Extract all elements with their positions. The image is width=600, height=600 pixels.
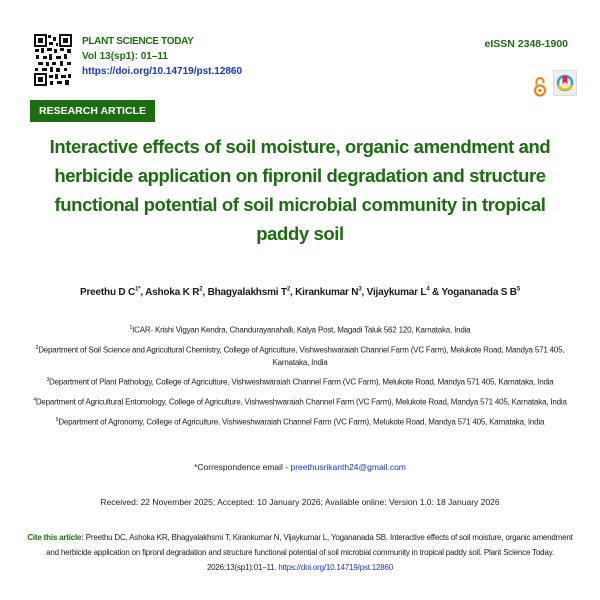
affiliation: $^2$Department of Soil Science and Agricultural Chemistry, College of Agriculture, Vishweshwaraiah Channel Farm (VC Farm), Melukote Road, Mandya 571 405, Karnataka, India [35,344,565,368]
eissn: eISSN 2348-1900 [484,38,568,50]
citation-label: Cite this article: [27,533,84,542]
affiliation: $^3$Department of Plant Pathology, College of Agriculture, Vishweshwaraiah Channel Farm (VC Farm), Melukote Road, Mandya 571 405, Karnataka, India [46,377,554,387]
author: Kirankumar $N^3$, [295,287,367,299]
crossmark-glyph-icon [554,71,576,95]
citation-text: Preethu DC, Ashoka KR, Bhagyalakhsmi T, Kirankumar N, Vijaykumar L, Yogananada SB. Interactive effects of soil moisture, organic amendment and herbicide application on fipronil degradation and structure functional potential of soil microbial community in tropical paddy soil. Plant Science Today. 2026;13(sp1):01–11. [46,533,573,572]
doi-link[interactable]: https://doi.org/10.14719/pst.12860 [82,66,243,77]
publication-dates: Received: 22 November 2025; Accepted: 10 January 2026; Available online: Version 1.0: 18 January 2026 [100,497,500,507]
author: Bhagyalakhsmi $T^2$, [207,287,296,299]
affiliations [20,322,580,433]
author: Vijaykumar $L^4$ & [366,287,442,299]
qr-code-icon [34,34,72,86]
author: Ashoka K $R^2$, [145,287,208,299]
citation [24,530,576,575]
affiliation: $^4$Department of Agricultural Entomology, College of Agriculture, Vishweshwaraiah Channel Farm (VC Farm), Melukote Road, Mandya 571 405, Karnataka, India [33,396,567,407]
correspondence-label: *Correspondence email - [194,462,291,472]
correspondence [20,462,580,472]
author-list [20,287,580,298]
journal-name: PLANT SCIENCE TODAY [82,36,194,47]
journal-volume: Vol 13(sp1): 01–11 [82,51,168,62]
affiliation: $^5$Department of Agronomy, College of Agriculture, Vishweshwaraiah Channel Farm (VC Farm), Melukote Road, Mandya 571 405, Karnataka, India [55,416,545,427]
author: Preethu D $C^{1*}$, [80,287,146,299]
article-type-badge: RESEARCH ARTICLE [30,100,155,122]
article-title: Interactive effects of soil moisture, organic amendment and herbicide application on fipronil degradation and structure functional potential of soil microbial community in tropical paddy soil [49,136,551,244]
citation-doi-link[interactable]: https://doi.org/10.14719/pst.12860 [278,563,394,572]
correspondence-email-link[interactable]: preethusrikanth24@gmail.com [290,462,406,472]
journal-info [82,34,242,79]
crossmark-icon[interactable] [553,70,577,96]
author: Yogananada S $B^5$ [441,287,520,299]
open-access-icon[interactable] [533,76,547,98]
affiliation: $^1$ICAR- Krishi Vigyan Kendra, Chandurayanahalli, Kalya Post, Magadi Taluk 562 120, Karnataka, India [129,325,471,335]
